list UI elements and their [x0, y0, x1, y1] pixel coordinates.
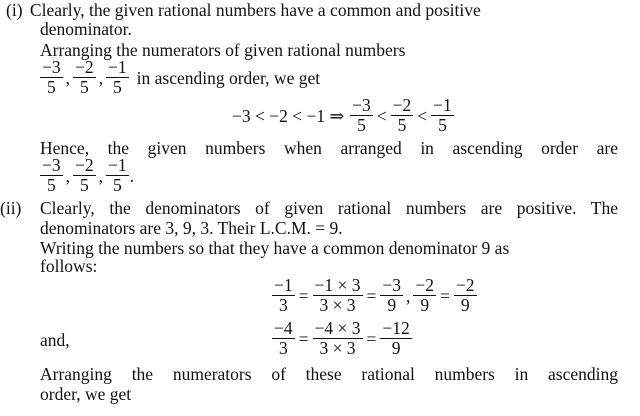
inequality-numerators: −3 < −2 < −1 ⇒	[232, 105, 345, 126]
part-ii-text-2: denominators are 3, 9, 3. Their L.C.M. = 9.	[40, 218, 343, 238]
part-ii-label: (ii)	[0, 198, 22, 218]
part-ii-and-label: and,	[40, 330, 70, 350]
fraction: $\frac{-2}{9}$	[415, 275, 434, 315]
part-i-inequality: −3 < −2 < −1 ⇒ −3 5 < −2 5 < −1 5	[232, 95, 452, 135]
part-i-label: (i)	[6, 0, 23, 20]
fraction: −2 5	[392, 95, 412, 135]
fraction: $\frac{-2}{9}$	[455, 275, 475, 315]
part-ii-text-3: Writing the numbers so that they have a common denominator 9 as	[40, 238, 510, 258]
part-ii-equation-1: $\frac{-1}{3}$ = $\frac{-1 \times 3}{3 \times 3}$ = $\frac{-3}{9}$ , $\frac{-2}{9}$ = $\frac{-2}{9}$	[274, 275, 475, 315]
part-i-text-1: Clearly, the given rational numbers have a common and positive	[29, 0, 481, 20]
fraction: $\frac{-4 \times 3}{3 \times 3}$	[314, 318, 361, 358]
fraction: −1 5	[108, 57, 127, 97]
fraction: −3 5	[42, 155, 61, 195]
part-i-text-3: Arranging the numerators of given rational numbers	[40, 40, 406, 60]
part-i-first-line	[6, 0, 618, 20]
fraction: $\frac{-12}{9}$	[382, 318, 410, 358]
fraction: $\frac{-4}{3}$	[274, 318, 293, 358]
fraction: $\frac{-1 \times 3}{3 \times 3}$	[314, 275, 361, 315]
fraction: −3 5	[42, 57, 61, 97]
part-i-text-2: denominator.	[40, 19, 132, 39]
fraction: −3 5	[352, 95, 371, 135]
part-ii-text-1: Clearly, the denominators of given rational numbers are positive. The	[40, 198, 618, 218]
part-i-after-fractions: in ascending order, we get	[136, 67, 321, 88]
fraction: −2 5	[75, 155, 94, 195]
fraction: −1 5	[108, 155, 127, 195]
fraction: −1 5	[433, 95, 452, 135]
part-i-answer-list: −3 5 , −2 5 , −1 5 .	[42, 155, 134, 195]
fraction: $\frac{-1}{3}$	[274, 275, 293, 315]
fraction: $\frac{-3}{9}$	[382, 275, 401, 315]
part-ii-equation-2: $\frac{-4}{3}$ = $\frac{-4 \times 3}{3 \times 3}$ = $\frac{-12}{9}$	[274, 318, 410, 358]
fraction: −2 5	[75, 57, 94, 97]
part-ii-arranging-line: Arranging the numerators of these rational numbers in ascending	[40, 364, 618, 384]
part-ii-text-4: follows:	[40, 256, 98, 276]
part-i-fraction-list: −3 5 , −2 5 , −1 5 in ascending order, we get	[42, 57, 321, 97]
part-ii-order-line: order, we get	[40, 384, 132, 404]
part-i-hence-line: Hence, the given numbers when arranged in ascending order are	[40, 138, 618, 158]
